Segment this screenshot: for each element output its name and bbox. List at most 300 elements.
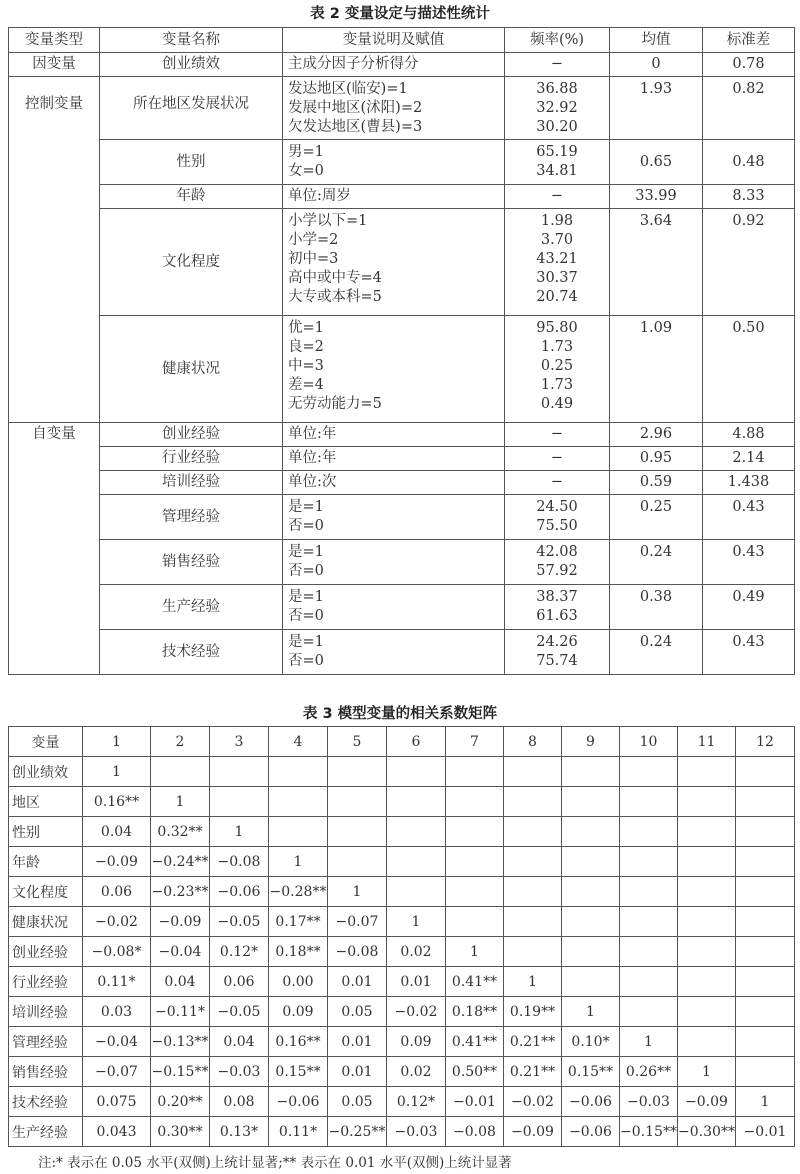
correlation-cell [562, 907, 620, 937]
correlation-cell: −0.30** [678, 1117, 736, 1147]
freq-line: 0.25 [540, 358, 574, 374]
group-control-label: 控制变量 [25, 96, 83, 112]
correlation-cell: 0.41** [446, 1027, 504, 1057]
variable-name: 技术经验 [100, 630, 283, 675]
correlation-cell [504, 937, 562, 967]
correlation-cell [328, 817, 387, 847]
freq-line: 43.21 [536, 251, 578, 267]
desc-line: 否=0 [288, 518, 324, 534]
table2-header-row [9, 28, 795, 53]
freq-line: 36.88 [536, 81, 578, 97]
table-row [9, 1057, 795, 1087]
variable-description: 单位:周岁 [283, 185, 505, 209]
frequency-cell [505, 630, 610, 675]
correlation-cell: −0.13** [151, 1027, 210, 1057]
correlation-cell: 0.19** [504, 997, 562, 1027]
correlation-cell [562, 877, 620, 907]
table-row [9, 423, 795, 447]
correlation-cell [736, 817, 795, 847]
correlation-cell: −0.03 [620, 1087, 678, 1117]
desc-line: 初中=3 [288, 251, 339, 267]
correlation-cell: −0.06 [562, 1087, 620, 1117]
table-row [9, 447, 795, 471]
correlation-cell [387, 787, 446, 817]
correlation-cell: −0.11* [151, 997, 210, 1027]
row-label: 培训经验 [9, 997, 83, 1027]
row-label: 年龄 [9, 847, 83, 877]
variable-description [283, 540, 505, 585]
correlation-cell [620, 847, 678, 877]
correlation-cell: 0.15** [562, 1057, 620, 1087]
correlation-cell: 0.04 [151, 967, 210, 997]
correlation-cell [736, 847, 795, 877]
correlation-cell: −0.06 [210, 877, 269, 907]
correlation-cell: 0.10* [562, 1027, 620, 1057]
desc-line: 无劳动能力=5 [288, 396, 382, 412]
correlation-cell: 0.30** [151, 1117, 210, 1147]
desc-line: 欠发达地区(曹县)=3 [288, 119, 423, 135]
variable-name-text: 所在地区发展状况 [133, 96, 249, 112]
desc-line: 否=0 [288, 563, 324, 579]
table-row [9, 1117, 795, 1147]
header-frequency: 频率(%) [505, 28, 610, 53]
freq-line: 20.74 [536, 289, 578, 305]
freq-line: 42.08 [536, 544, 578, 560]
correlation-cell [446, 757, 504, 787]
group-spacer [9, 209, 100, 316]
table-row [9, 495, 795, 540]
group-independent: 自变量 [9, 423, 100, 447]
correlation-cell: 0.06 [210, 967, 269, 997]
correlation-cell: 0.01 [328, 1027, 387, 1057]
freq-line: 30.20 [536, 119, 578, 135]
correlation-cell: 0.00 [269, 967, 328, 997]
row-label: 创业绩效 [9, 757, 83, 787]
mean-value: 3.64 [639, 213, 673, 229]
table-row [9, 907, 795, 937]
desc-line: 发展中地区(沭阳)=2 [288, 100, 423, 116]
row-label: 销售经验 [9, 1057, 83, 1087]
correlation-cell: −0.02 [83, 907, 151, 937]
correlation-cell: 0.09 [387, 1027, 446, 1057]
header-variable-description: 变量说明及赋值 [283, 28, 505, 53]
row-label: 健康状况 [9, 907, 83, 937]
variable-description [283, 630, 505, 675]
mean-cell: 0.59 [610, 471, 703, 495]
sd-cell [703, 209, 795, 316]
correlation-cell [678, 1027, 736, 1057]
mean-value: 0.24 [639, 634, 673, 650]
descriptive-statistics-table [8, 27, 795, 675]
row-label: 行业经验 [9, 967, 83, 997]
group-spacer [9, 540, 100, 585]
mean-value: 1.09 [639, 320, 673, 336]
table-note: 注:* 表示在 0.05 水平(双侧)上统计显著;** 表示在 0.01 水平(双侧)上统计显著 [38, 1155, 512, 1171]
correlation-cell: 0.21** [504, 1057, 562, 1087]
desc-line: 良=2 [288, 339, 324, 355]
variable-name: 培训经验 [100, 471, 283, 495]
correlation-cell [620, 937, 678, 967]
group-spacer [9, 495, 100, 540]
correlation-cell: 1 [210, 817, 269, 847]
correlation-cell: −0.24** [151, 847, 210, 877]
variable-name [100, 77, 283, 140]
mean-cell [610, 540, 703, 585]
group-dependent: 因变量 [9, 53, 100, 77]
correlation-cell: −0.23** [151, 877, 210, 907]
frequency-cell: − [505, 185, 610, 209]
table-row [9, 585, 795, 630]
correlation-cell [151, 757, 210, 787]
correlation-cell [678, 997, 736, 1027]
table-row [9, 757, 795, 787]
desc-line: 否=0 [288, 653, 324, 669]
correlation-cell: 1 [446, 937, 504, 967]
correlation-cell: 0.16** [269, 1027, 328, 1057]
freq-line: 1.98 [540, 213, 574, 229]
correlation-cell [678, 967, 736, 997]
correlation-cell [562, 847, 620, 877]
header-variable: 变量 [9, 727, 83, 757]
sd-cell: 1.438 [703, 471, 795, 495]
correlation-cell: −0.08 [446, 1117, 504, 1147]
freq-line: 3.70 [540, 232, 574, 248]
correlation-cell [678, 787, 736, 817]
table2-title: 表 2 变量设定与描述性统计 [310, 6, 490, 22]
correlation-cell [504, 877, 562, 907]
variable-description: 主成分因子分析得分 [283, 53, 505, 77]
correlation-cell [446, 817, 504, 847]
desc-line: 是=1 [288, 544, 324, 560]
table-row [9, 967, 795, 997]
correlation-cell: 0.09 [269, 997, 328, 1027]
correlation-cell [446, 877, 504, 907]
sd-value: 0.49 [732, 589, 765, 605]
mean-cell: 0 [610, 53, 703, 77]
correlation-cell: 0.20** [151, 1087, 210, 1117]
mean-cell: 0.65 [610, 140, 703, 185]
row-label: 创业经验 [9, 937, 83, 967]
correlation-cell [504, 907, 562, 937]
frequency-cell [505, 316, 610, 423]
variable-name: 年龄 [100, 185, 283, 209]
row-label: 管理经验 [9, 1027, 83, 1057]
correlation-cell [446, 787, 504, 817]
header-variable-name: 变量名称 [100, 28, 283, 53]
table-row [9, 53, 795, 77]
correlation-cell: 0.04 [210, 1027, 269, 1057]
variable-description [283, 77, 505, 140]
freq-line: 38.37 [536, 589, 578, 605]
correlation-cell: 0.17** [269, 907, 328, 937]
freq-line: 1.73 [540, 339, 574, 355]
correlation-cell: 0.05 [328, 1087, 387, 1117]
correlation-cell [562, 787, 620, 817]
desc-line: 否=0 [288, 608, 324, 624]
group-spacer [9, 316, 100, 423]
correlation-cell: −0.06 [269, 1087, 328, 1117]
sd-cell [703, 495, 795, 540]
correlation-cell [328, 787, 387, 817]
correlation-cell [678, 937, 736, 967]
correlation-cell: 0.50** [446, 1057, 504, 1087]
correlation-cell [620, 967, 678, 997]
sd-value: 0.43 [732, 634, 765, 650]
correlation-cell: 0.15** [269, 1057, 328, 1087]
correlation-cell: −0.06 [562, 1117, 620, 1147]
frequency-cell [505, 140, 610, 185]
variable-description: 单位:年 [283, 447, 505, 471]
sd-cell: 0.78 [703, 53, 795, 77]
correlation-cell [446, 907, 504, 937]
correlation-cell: −0.05 [210, 907, 269, 937]
freq-line: 57.92 [536, 563, 578, 579]
correlation-cell: 1 [562, 997, 620, 1027]
correlation-cell [620, 877, 678, 907]
header-std-dev: 标准差 [703, 28, 795, 53]
variable-description: 单位:次 [283, 471, 505, 495]
sd-cell [703, 630, 795, 675]
mean-cell: 2.96 [610, 423, 703, 447]
sd-cell: 4.88 [703, 423, 795, 447]
correlation-cell [269, 757, 328, 787]
correlation-cell: 0.075 [83, 1087, 151, 1117]
freq-line: 1.73 [540, 377, 574, 393]
variable-name: 生产经验 [100, 585, 283, 630]
correlation-cell: 0.01 [328, 1057, 387, 1087]
desc-line: 小学以下=1 [288, 213, 368, 229]
correlation-cell: −0.05 [210, 997, 269, 1027]
table-row [9, 1027, 795, 1057]
correlation-cell [504, 817, 562, 847]
correlation-cell [504, 757, 562, 787]
desc-line: 是=1 [288, 589, 324, 605]
header-column-10: 10 [620, 727, 678, 757]
table-row [9, 1087, 795, 1117]
group-spacer [9, 471, 100, 495]
correlation-cell [736, 787, 795, 817]
variable-name: 销售经验 [100, 540, 283, 585]
sd-value: 0.43 [732, 544, 765, 560]
correlation-cell: −0.07 [328, 907, 387, 937]
frequency-cell [505, 540, 610, 585]
correlation-cell [736, 757, 795, 787]
mean-value: 0.38 [639, 589, 673, 605]
mean-value: 1.93 [639, 81, 673, 97]
sd-cell [703, 77, 795, 140]
sd-cell: 2.14 [703, 447, 795, 471]
variable-description: 单位:年 [283, 423, 505, 447]
table-row [9, 77, 795, 140]
frequency-cell [505, 209, 610, 316]
correlation-cell: 1 [269, 847, 328, 877]
desc-line: 高中或中专=4 [288, 270, 382, 286]
correlation-cell [678, 847, 736, 877]
variable-description [283, 585, 505, 630]
correlation-cell [387, 847, 446, 877]
frequency-cell [505, 495, 610, 540]
correlation-cell: −0.04 [151, 937, 210, 967]
correlation-cell [736, 967, 795, 997]
correlation-cell [736, 937, 795, 967]
desc-line: 差=4 [288, 377, 324, 393]
correlation-cell: −0.03 [387, 1117, 446, 1147]
table-row [9, 540, 795, 585]
correlation-cell [620, 817, 678, 847]
correlation-cell: 1 [83, 757, 151, 787]
correlation-cell [562, 967, 620, 997]
variable-name: 创业绩效 [100, 53, 283, 77]
row-label: 性别 [9, 817, 83, 847]
table-row [9, 185, 795, 209]
table-row [9, 937, 795, 967]
correlation-cell [620, 997, 678, 1027]
correlation-cell: −0.09 [504, 1117, 562, 1147]
correlation-cell: −0.25** [328, 1117, 387, 1147]
desc-line: 男=1 [288, 144, 324, 160]
frequency-cell [505, 585, 610, 630]
freq-line: 95.80 [536, 320, 578, 336]
correlation-cell: 0.32** [151, 817, 210, 847]
correlation-cell: −0.01 [446, 1087, 504, 1117]
mean-cell: 33.99 [610, 185, 703, 209]
correlation-cell: −0.08* [83, 937, 151, 967]
correlation-cell: 0.08 [210, 1087, 269, 1117]
header-column-3: 3 [210, 727, 269, 757]
variable-name: 文化程度 [100, 209, 283, 316]
header-column-12: 12 [736, 727, 795, 757]
sd-cell [703, 585, 795, 630]
mean-cell [610, 495, 703, 540]
correlation-cell [678, 907, 736, 937]
table-row [9, 140, 795, 185]
correlation-cell: 0.13* [210, 1117, 269, 1147]
row-label: 文化程度 [9, 877, 83, 907]
header-column-4: 4 [269, 727, 328, 757]
correlation-cell: 0.18** [446, 997, 504, 1027]
correlation-cell: 0.02 [387, 937, 446, 967]
correlation-cell [210, 787, 269, 817]
freq-line: 24.26 [536, 634, 578, 650]
freq-line: 75.50 [536, 518, 578, 534]
frequency-cell [505, 77, 610, 140]
header-column-5: 5 [328, 727, 387, 757]
correlation-cell: −0.08 [328, 937, 387, 967]
mean-cell [610, 209, 703, 316]
header-variable-type: 变量类型 [9, 28, 100, 53]
group-control [9, 77, 100, 140]
correlation-cell: 0.043 [83, 1117, 151, 1147]
sd-cell [703, 316, 795, 423]
mean-value: 0.25 [639, 499, 673, 515]
variable-name: 性别 [100, 140, 283, 185]
correlation-cell: −0.08 [210, 847, 269, 877]
correlation-cell [446, 847, 504, 877]
correlation-cell: −0.15** [151, 1057, 210, 1087]
desc-line: 是=1 [288, 634, 324, 650]
correlation-cell: 1 [151, 787, 210, 817]
desc-line: 小学=2 [288, 232, 339, 248]
desc-line: 优=1 [288, 320, 324, 336]
correlation-cell: 1 [620, 1027, 678, 1057]
correlation-cell [736, 877, 795, 907]
header-mean: 均值 [610, 28, 703, 53]
correlation-cell [328, 757, 387, 787]
sd-cell [703, 540, 795, 585]
correlation-cell [269, 817, 328, 847]
freq-line: 65.19 [536, 144, 578, 160]
mean-cell: 0.95 [610, 447, 703, 471]
freq-line: 30.37 [536, 270, 578, 286]
desc-line: 是=1 [288, 499, 324, 515]
correlation-cell: −0.03 [210, 1057, 269, 1087]
sd-cell: 0.48 [703, 140, 795, 185]
table-row [9, 787, 795, 817]
correlation-cell [387, 817, 446, 847]
correlation-cell [210, 757, 269, 787]
variable-description [283, 209, 505, 316]
correlation-cell [678, 877, 736, 907]
correlation-cell: 0.12* [387, 1087, 446, 1117]
correlation-cell: 0.12* [210, 937, 269, 967]
sd-value: 0.50 [732, 320, 765, 336]
correlation-cell: 0.01 [328, 967, 387, 997]
correlation-cell: −0.04 [83, 1027, 151, 1057]
variable-name: 管理经验 [100, 495, 283, 540]
correlation-cell: −0.09 [151, 907, 210, 937]
correlation-cell: −0.09 [678, 1087, 736, 1117]
table-row [9, 877, 795, 907]
header-column-2: 2 [151, 727, 210, 757]
sd-value: 0.43 [732, 499, 765, 515]
correlation-cell: 1 [328, 877, 387, 907]
correlation-cell: −0.02 [504, 1087, 562, 1117]
table-row [9, 471, 795, 495]
group-spacer [9, 630, 100, 675]
group-spacer [9, 185, 100, 209]
table3-header-row [9, 727, 795, 757]
variable-description [283, 140, 505, 185]
correlation-cell: 0.04 [83, 817, 151, 847]
correlation-cell [562, 937, 620, 967]
row-label: 技术经验 [9, 1087, 83, 1117]
correlation-cell [562, 817, 620, 847]
sd-value: 0.92 [732, 213, 765, 229]
correlation-cell: 0.41** [446, 967, 504, 997]
correlation-cell: 0.21** [504, 1027, 562, 1057]
variable-description [283, 316, 505, 423]
correlation-cell: 1 [387, 907, 446, 937]
group-spacer [9, 585, 100, 630]
desc-line: 发达地区(临安)=1 [288, 81, 408, 97]
correlation-cell [387, 757, 446, 787]
desc-line: 女=0 [288, 163, 324, 179]
mean-cell [610, 630, 703, 675]
group-spacer [9, 140, 100, 185]
group-spacer [9, 447, 100, 471]
correlation-matrix-table [8, 726, 795, 1147]
correlation-cell: 0.05 [328, 997, 387, 1027]
correlation-cell [328, 847, 387, 877]
freq-line: 34.81 [536, 163, 578, 179]
correlation-cell: 0.01 [387, 967, 446, 997]
table-row [9, 316, 795, 423]
table-row [9, 209, 795, 316]
correlation-cell [736, 1057, 795, 1087]
freq-line: 32.92 [536, 100, 578, 116]
frequency-cell: − [505, 447, 610, 471]
desc-line: 大专或本科=5 [288, 289, 382, 305]
